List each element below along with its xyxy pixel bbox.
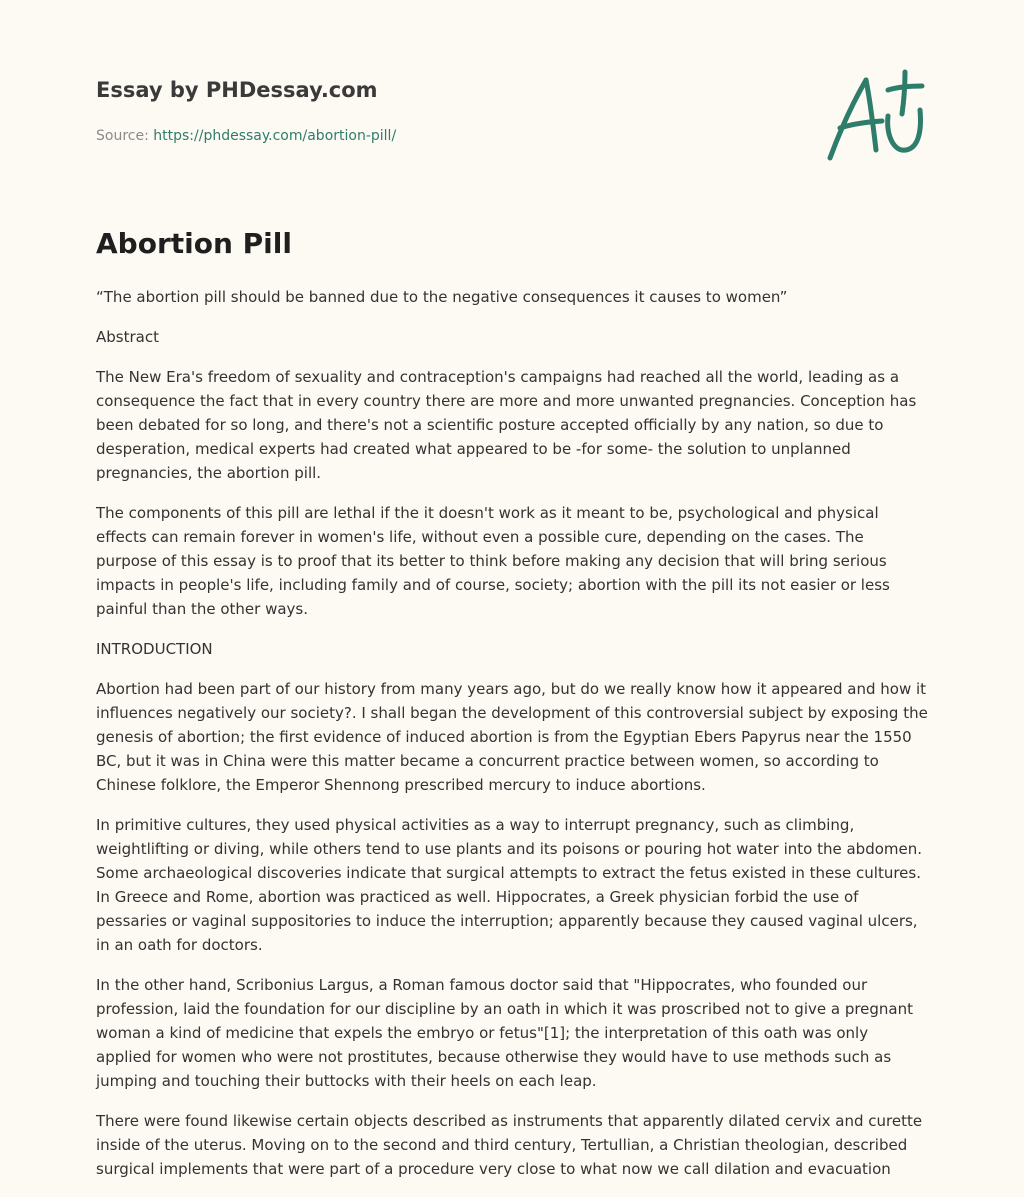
essay-paragraph: In primitive cultures, they used physical activities as a way to interrupt pregnancy, such as climbing, weightlifting or diving, while others tend to use plants and its poisons or pouring hot water into the abdomen. Some archaeological discoveries indicate that surgical attempts to extract the fetus existed in these cultures. In Greece and Rome, abortion was practiced as well. Hippocrates, a Greek physician forbid the use of pessaries or vaginal suppositories to induce the interruption; apparently because they caused vaginal ulcers, in an oath for doctors. [96,816,923,954]
a-plus-logo-icon [820,66,932,166]
essay-paragraph: INTRODUCTION [96,640,213,658]
brand-name: Essay by PHDessay.com [96,78,378,102]
essay-paragraph: The New Era's freedom of sexuality and contraception's campaigns had reached all the world, leading as a consequence the fact that in every country there are more and more unwanted pregnancies. Conception has been debated for so long, and there's not a scientific posture accepted officially by any nation, so due to desperation, medical experts had created what appeared to be -for some- the solution to unplanned pregnancies, the abortion pill. [96,368,917,482]
essay-paragraph: There were found likewise certain objects described as instruments that apparently dilated cervix and curette inside of the uterus. Moving on to the second and third century, Tertullian, a Christian theologian, described surgical implements that were part of a procedure very close to what now we call dilation and evacuation [96,1112,923,1178]
essay-body [96,285,928,1197]
essay-paragraph: In the other hand, Scribonius Largus, a Roman famous doctor said that "Hippocrates, who founded our profession, laid the foundation for our discipline by an oath in which it was proscribed not to give a pregnant woman a kind of medicine that expels the embryo or fetus"[1]; the interpretation of this oath was only applied for women who were not prostitutes, because otherwise they would have to use methods such as jumping and touching their buttocks with their heels on each leap. [96,976,914,1090]
essay-paragraph: Abortion had been part of our history from many years ago, but do we really know how it appeared and how it influences negatively our society?. I shall began the development of this controversial subject by exposing the genesis of abortion; the first evidence of induced abortion is from the Egyptian Ebers Papyrus near the 1550 BC, but it was in China were this matter became a concurrent practice between women, so according to Chinese folklore, the Emperor Shennong prescribed mercury to induce abortions. [96,680,928,794]
source-label: Source: [96,128,149,144]
essay-header [96,76,696,146]
essay-paragraph: “The abortion pill should be banned due to the negative consequences it causes to women” [96,288,788,306]
source-line [96,126,696,146]
essay-paragraph: The components of this pill are lethal if the it doesn't work as it meant to be, psychological and physical effects can remain forever in women's life, without even a possible cure, depending on the cases. The purpose of this essay is to proof that its better to think before making any decision that will bring serious impacts in people's life, including family and of course, society; abortion with the pill its not easier or less painful than the other ways. [96,504,890,618]
essay-title: Abortion Pill [96,227,292,260]
essay-paragraph: Abstract [96,328,159,346]
source-link[interactable]: https://phdessay.com/abortion-pill/ [153,128,397,144]
